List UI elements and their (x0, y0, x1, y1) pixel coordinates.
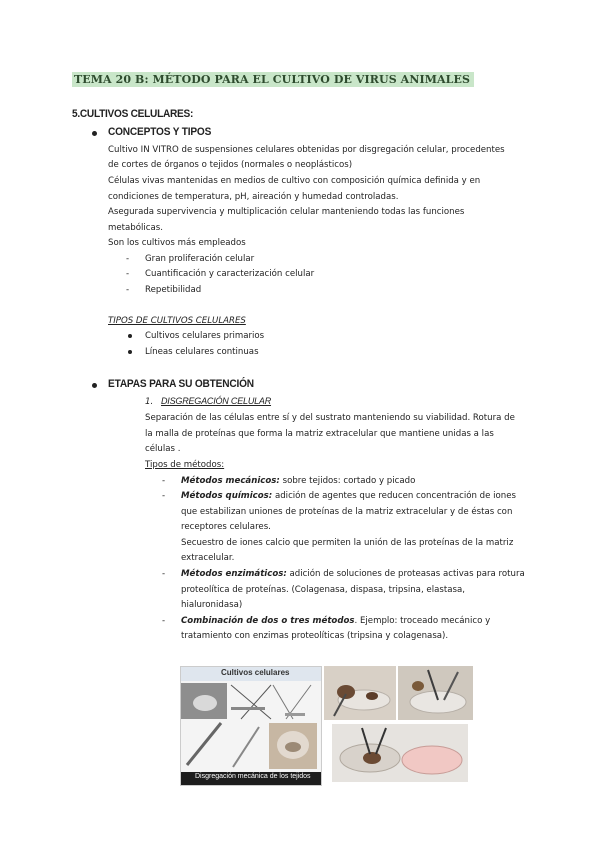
method-text: sobre tejidos: cortado y picado (279, 476, 416, 486)
method-text: . Ejemplo: troceado mecánico y (354, 616, 491, 626)
disgregacion-line: Separación de las células entre sí y del sustrato manteniendo su viabilidad. Rotura de (145, 413, 515, 423)
disgregacion-line: la malla de proteínas que forma la matriz extracelular que mantiene unidas a las (145, 429, 494, 439)
method-line: hialuronidasa) (181, 600, 243, 610)
conceptos-line: Son los cultivos más empleados (108, 238, 246, 248)
bullet-dot (92, 383, 97, 388)
conceptos-line: de cortes de órganos o tejidos (normales o neoplásticos) (108, 160, 353, 170)
method-text: adición de soluciones de proteasas activas para rotura (286, 569, 525, 579)
cultivos-diagram-image (180, 666, 322, 786)
bullet-dot (128, 334, 132, 338)
etapas-heading: ETAPAS PARA SU OBTENCIÓN (108, 378, 254, 390)
photo-content (332, 724, 468, 782)
tipos-cultivos-heading: TIPOS DE CULTIVOS CELULARES (108, 316, 246, 326)
method-line (181, 491, 516, 502)
tipos-metodos-heading: Tipos de métodos: (145, 460, 225, 470)
method-text: adición de agentes que reducen concentración de iones (272, 491, 516, 501)
list-item: Cuantificación y caracterización celular (145, 269, 315, 279)
sub-number: 1. (145, 397, 154, 407)
photo-enzyme-treatment (332, 724, 468, 782)
method-line: receptores celulares. (181, 522, 271, 532)
method-line (181, 476, 415, 487)
photo-content (324, 666, 396, 720)
method-line: tratamiento con enzimas proteolíticas (tripsina y colagenasa). (181, 631, 449, 641)
conceptos-heading: CONCEPTOS Y TIPOS (108, 126, 212, 138)
conceptos-line: Células vivas mantenidas en medios de cultivo con composición química definida y en (108, 176, 481, 186)
dash-marker: - (162, 476, 166, 486)
photo-petri-dishes (324, 666, 396, 720)
list-item: Gran proliferación celular (145, 254, 255, 264)
method-name: Métodos enzimáticos: (181, 569, 287, 579)
section-heading: 5.CULTIVOS CELULARES: (72, 108, 194, 120)
dash-marker: - (162, 616, 166, 626)
method-line: proteolítica de proteínas. (Colagenasa, dispasa, tripsina, elastasa, (181, 585, 465, 595)
list-item: Líneas celulares continuas (145, 347, 259, 357)
dash-marker: - (126, 254, 130, 264)
bullet-dot (92, 131, 97, 136)
conceptos-line: metabólicas. (108, 223, 163, 233)
list-item: Cultivos celulares primarios (145, 331, 265, 341)
photo-dissection (398, 666, 473, 720)
method-line (181, 616, 490, 627)
method-line: Secuestro de iones calcio que permiten la unión de las proteínas de la matriz (181, 538, 514, 548)
photo-content (398, 666, 473, 720)
dash-marker: - (162, 569, 166, 579)
dash-marker: - (126, 269, 130, 279)
dash-marker: - (162, 491, 166, 501)
method-line: que estabilizan uniones de proteínas de la matriz extracelular y de éstas con (181, 507, 513, 517)
method-name: Métodos mecánicos: (181, 476, 280, 486)
document-title: TEMA 20 B: MÉTODO PARA EL CULTIVO DE VIRUS ANIMALES (72, 72, 474, 87)
conceptos-line: condiciones de temperatura, pH, aireación y humedad controladas. (108, 192, 399, 202)
dash-marker: - (126, 285, 130, 295)
list-item: Repetibilidad (145, 285, 202, 295)
diagram-illustration (181, 667, 321, 785)
bullet-dot (128, 350, 132, 354)
diagram-title: Cultivos celulares (221, 668, 290, 677)
conceptos-line: Cultivo IN VITRO de suspensiones celulares obtenidas por disgregación celular, procedentes (108, 145, 505, 155)
diagram-caption: Disgregación mecánica de los tejidos (195, 773, 311, 780)
conceptos-line: Asegurada supervivencia y multiplicación celular manteniendo todas las funciones (108, 207, 465, 217)
disgregacion-heading: DISGREGACIÓN CELULAR (161, 396, 272, 406)
disgregacion-line: células . (145, 444, 181, 454)
method-line (181, 569, 525, 580)
method-name: Combinación de dos o tres métodos (181, 616, 355, 626)
method-line: extracelular. (181, 553, 235, 563)
method-name: Métodos químicos: (181, 491, 273, 501)
